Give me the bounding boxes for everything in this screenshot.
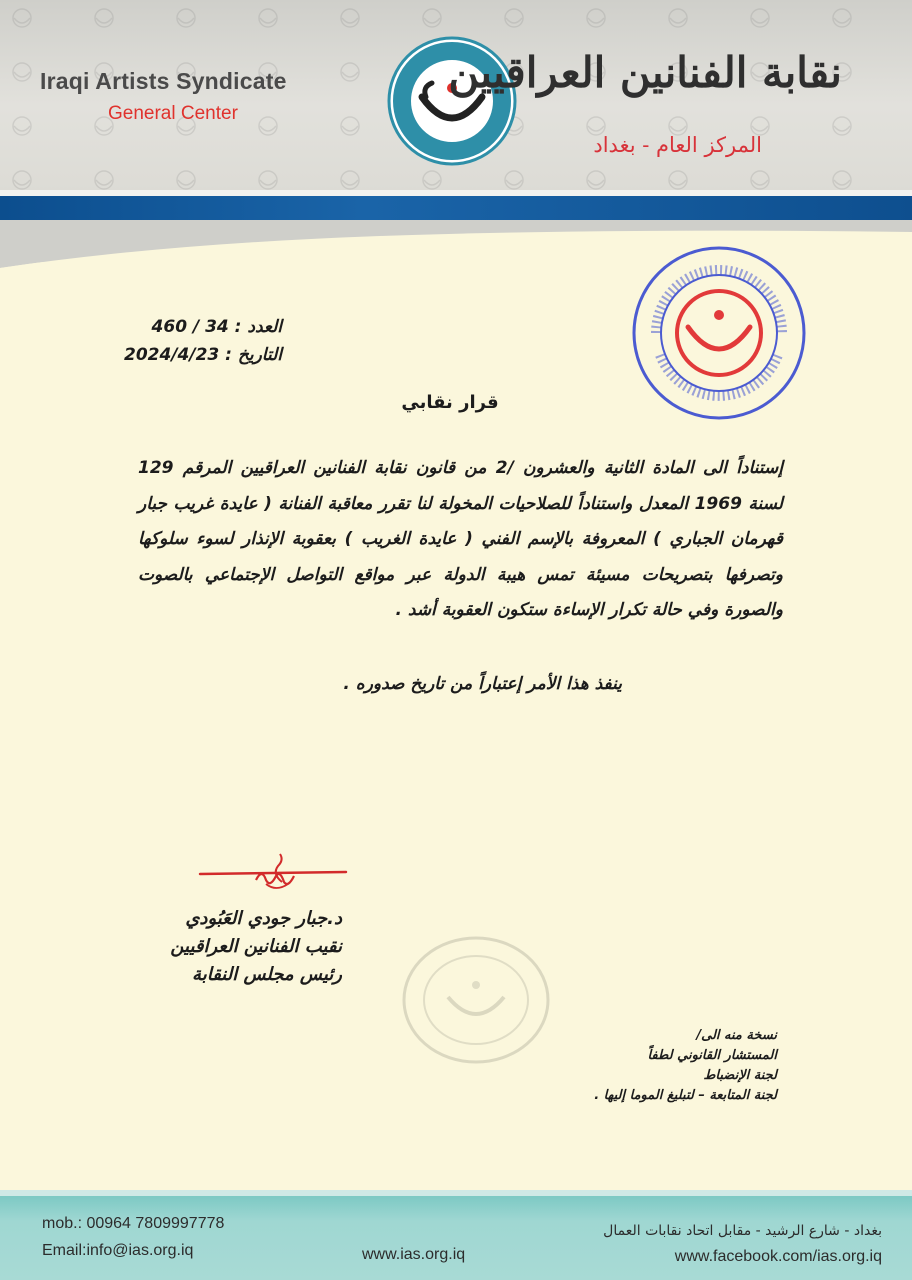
footer-facebook: www.facebook.com/ias.org.iq bbox=[674, 1248, 882, 1265]
letterhead bbox=[0, 0, 912, 262]
copy-item: لجنة المتابعة – لتبليغ الموما إليها . bbox=[594, 1088, 777, 1103]
execution-clause: ينفذ هذا الأمر إعتباراً من تاريخ صدوره . bbox=[343, 674, 622, 694]
org-name-english: Iraqi Artists Syndicate bbox=[40, 68, 287, 94]
embossed-seal bbox=[400, 935, 552, 1065]
signer-name: د.جبار جودي العَبُودي bbox=[185, 908, 342, 929]
signer-block bbox=[170, 905, 342, 989]
reference-number: العدد : 34 / 460 bbox=[151, 317, 282, 337]
decision-body: إستناداً الى المادة الثانية والعشرون /2 من قانون نقابة الفنانين العراقيين المرقم 129 لسنة 1969 المعدل واستناداً للصلاحيات المخولة لنا تقرر معاقبة الفنانة ( عايدة غريب جبار قهرمان الجباري ) المعروفة بالإسم الفني ( عايدة الغريب ) بعقوبة الإنذار لسوء سلوكها وتصرفها بتصريحات مسيئة تمس هيبة الدولة عبر مواقع التواصل الإجتماعي بالصوت والصورة وفي حالة تكرار الإساءة ستكون العقوبة أشد . bbox=[138, 458, 783, 620]
copies-block bbox=[594, 1026, 777, 1106]
footer-phone: mob.: 00964 7809997778 bbox=[42, 1215, 225, 1232]
decision-heading: قرار نقابي bbox=[401, 392, 499, 413]
reference-block bbox=[124, 313, 282, 369]
org-subtitle-english: General Center bbox=[108, 103, 238, 124]
reference-date: التاريخ : 2024/4/23 bbox=[124, 345, 282, 365]
copies-header: نسخة منه الى/ bbox=[696, 1028, 777, 1043]
org-subtitle-arabic: المركز العام - بغداد bbox=[593, 133, 762, 157]
official-stamp bbox=[630, 243, 808, 423]
org-name-arabic: نقابة الفنانين العراقيين bbox=[448, 48, 842, 97]
copy-item: المستشار القانوني لطفاً bbox=[647, 1048, 777, 1063]
footer-website: www.ias.org.iq bbox=[362, 1246, 466, 1263]
copy-item: لجنة الإنضباط bbox=[703, 1068, 777, 1083]
signer-role: رئيس مجلس النقابة bbox=[192, 964, 342, 985]
signer-title: نقيب الفنانين العراقيين bbox=[170, 936, 342, 957]
footer-email: Email:info@ias.org.iq bbox=[42, 1242, 194, 1259]
handwritten-signature bbox=[196, 850, 358, 900]
footer-address: بغداد - شارع الرشيد - مقابل اتحاد نقابات العمال bbox=[603, 1223, 882, 1239]
